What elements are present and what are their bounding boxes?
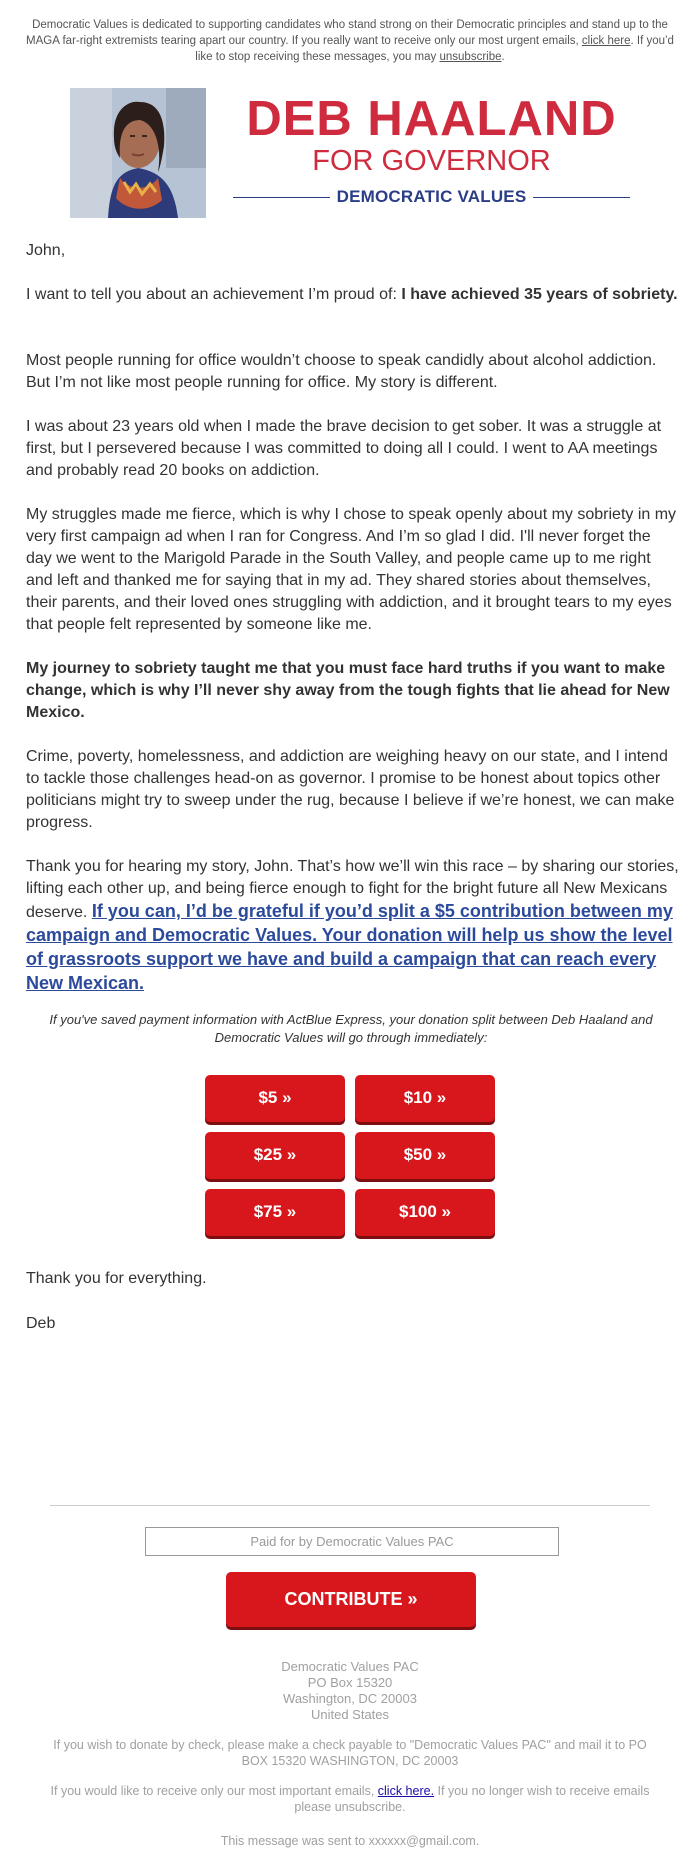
contribute-button[interactable]: CONTRIBUTE »	[226, 1572, 476, 1627]
sobriety-highlight: I have achieved 35 years of sobriety.	[401, 286, 678, 303]
closing	[26, 1268, 680, 1290]
preheader-text-3: .	[501, 51, 505, 63]
greeting	[26, 240, 680, 262]
paragraph-6	[26, 746, 680, 834]
logo-divider-right	[533, 197, 630, 198]
preheader-text-2: . If you’d like to stop receiving these messages, you may	[195, 35, 674, 63]
logo-divider-left	[233, 197, 330, 198]
check-donation-note: If you wish to donate by check, please make a check payable to "Democratic Values PAC" and mail it to PO BOX 15320 WASHINGTON, DC 20003	[53, 1738, 647, 1768]
paid-for-disclaimer: Paid for by Democratic Values PAC	[145, 1527, 559, 1556]
donate-25-button[interactable]: $25 »	[205, 1132, 345, 1179]
organization-name: DEMOCRATIC VALUES	[336, 187, 527, 206]
email-preferences-text: If you would like to receive only our most important emails,	[50, 1784, 378, 1798]
campaign-subtitle: FOR GOVERNOR	[312, 145, 551, 177]
candidate-portrait-icon	[70, 88, 206, 218]
email-preferences-note	[50, 1783, 650, 1815]
signature	[26, 1313, 680, 1335]
footer-divider	[50, 1505, 650, 1506]
donate-75-button[interactable]: $75 »	[205, 1189, 345, 1236]
donate-10-button[interactable]: $10 »	[355, 1075, 495, 1122]
paragraph-1-text: I want to tell you about an achievement I’m proud of:	[26, 286, 402, 303]
paragraph-5-text: My journey to sobriety taught me that you must face hard truths if you want to make change, which is why I’ll never shy away from the tough fights that lie ahead for New Mexico.	[26, 660, 670, 721]
paragraph-4	[26, 504, 680, 636]
address-line: Democratic Values PAC	[281, 1659, 419, 1674]
paragraph-2	[26, 350, 680, 394]
paragraph-6-text: Crime, poverty, homelessness, and addiction are weighing heavy on our state, and I intend to tackle those challenges head-on as governor. I promise to be honest about topics other politicians might try to sweep under the rug, because I believe if we’re honest, we can make progress.	[26, 748, 675, 831]
candidate-name: DEB HAALAND	[246, 92, 617, 146]
paragraph-7-text: Thank you for hearing my story, John. That’s how we’ll win this race – by sharing our stories, lifting each other up, and being fierce enough to fight for the bright future all New Mexicans deserve.	[26, 858, 679, 921]
preheader-text: Democratic Values is dedicated to supporting candidates who stand strong on their Democratic principles and stand up to the MAGA far-right extremists tearing apart our country. If you really want to receive only our most urgent emails,	[26, 19, 668, 47]
address-line: United States	[310, 1707, 390, 1722]
sent-to-note: This message was sent to xxxxxx@gmail.com.	[220, 1834, 480, 1848]
signature-text: Deb	[26, 1315, 56, 1332]
paragraph-7	[26, 856, 680, 996]
donate-5-button[interactable]: $5 »	[205, 1075, 345, 1122]
important-emails-link[interactable]: click here.	[377, 1784, 435, 1798]
donation-ask-link[interactable]: If you can, I’d be grateful if you’d split a $5 contribution between my campaign and Democratic Values. Your donation will help us show the level of grassroots support we have and build a campaign that can reach every New Mexican.	[26, 901, 673, 993]
paragraph-3-text: I was about 23 years old when I made the brave decision to get sober. It was a struggle at first, but I persevered because I was committed to doing all I could. I went to AA meetings and probably read 20 books on addiction.	[26, 418, 662, 479]
greeting-text: John,	[26, 242, 66, 259]
paragraph-2-text: Most people running for office wouldn’t choose to speak candidly about alcohol addiction. But I’m not like most people running for office. My story is different.	[26, 352, 657, 391]
donate-50-button[interactable]: $50 »	[355, 1132, 495, 1179]
paragraph-5	[26, 658, 680, 724]
preheader	[20, 17, 680, 65]
unsubscribe-link[interactable]: unsubscribe	[439, 51, 502, 63]
campaign-header	[70, 88, 630, 218]
actblue-express-note: If you've saved payment information with ActBlue Express, your donation split between Deb Haaland and Democratic Values will go through immediately:	[49, 1012, 653, 1045]
campaign-logo	[233, 88, 630, 218]
mailing-address	[150, 1659, 550, 1723]
paragraph-3	[26, 416, 680, 482]
closing-text: Thank you for everything.	[26, 1270, 207, 1287]
donate-100-button[interactable]: $100 »	[355, 1189, 495, 1236]
urgent-emails-link[interactable]: click here	[581, 35, 631, 47]
address-line: PO Box 15320	[307, 1675, 393, 1690]
email-preferences-text-2: If you no longer wish to receive emails please unsubscribe.	[294, 1784, 650, 1814]
paragraph-1	[26, 284, 680, 306]
address-line: Washington, DC 20003	[283, 1691, 417, 1706]
paragraph-4-text: My struggles made me fierce, which is why I chose to speak openly about my sobriety in my very first campaign ad when I ran for Congress. And I’m so glad I did. I'll never forget the day we went to the Marigold Parade in the South Valley, and people came up to me right and left and thanked me for saying that in my ad. They shared stories about themselves, their parents, and their loved ones struggling with addiction, and it brought tears to my eyes that people felt represented by someone like me.	[26, 506, 677, 633]
